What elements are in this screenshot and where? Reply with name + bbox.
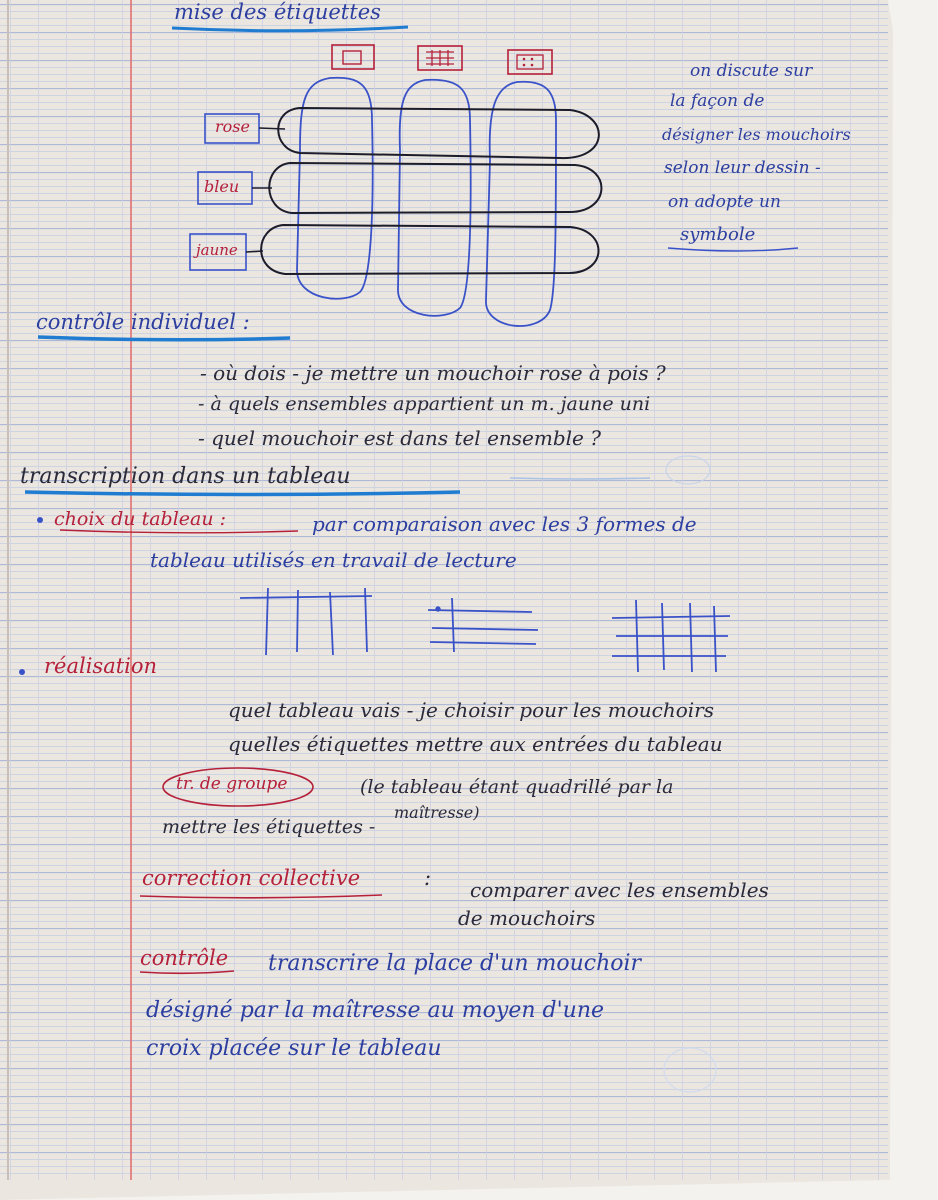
groupe-label: tr. de groupe xyxy=(176,774,288,794)
mettre-line: mettre les étiquettes - xyxy=(162,816,376,838)
question-1: - où dois - je mettre un mouchoir rose à pois ? xyxy=(200,361,666,385)
margin-note-line-1: on discute sur xyxy=(690,61,813,81)
realisation-label: réalisation xyxy=(44,654,158,678)
transcription-heading: transcription dans un tableau xyxy=(20,464,351,489)
label-jaune: jaune xyxy=(196,241,238,259)
correction-label: correction collective xyxy=(142,866,361,890)
margin-note-line-3: désigner les mouchoirs xyxy=(662,125,851,144)
controle-text-3: croix placée sur le tableau xyxy=(146,1036,442,1061)
margin-note-line-6: symbole xyxy=(680,224,756,245)
choix-text-2: tableau utilisés en travail de lecture xyxy=(150,548,517,572)
page-title: mise des étiquettes xyxy=(174,0,381,24)
correction-text-1: comparer avec les ensembles xyxy=(470,878,769,902)
margin-note-line-4: selon leur dessin - xyxy=(664,158,821,178)
margin-note-line-5: on adopte un xyxy=(668,192,781,212)
choix-label: choix du tableau : xyxy=(54,508,227,530)
groupe-note-1: (le tableau étant quadrillé par la xyxy=(360,776,674,798)
choix-text-1: par comparaison avec les 3 formes de xyxy=(312,512,697,536)
controle-label: contrôle xyxy=(140,946,229,970)
controle-individuel-heading: contrôle individuel : xyxy=(36,310,250,334)
margin-note-line-2: la façon de xyxy=(670,91,765,111)
correction-colon: : xyxy=(424,866,432,890)
realisation-line-1: quel tableau vais - je choisir pour les mouchoirs xyxy=(228,698,715,722)
label-rose: rose xyxy=(215,117,250,136)
label-bleu: bleu xyxy=(204,177,240,196)
controle-text-1: transcrire la place d'un mouchoir xyxy=(268,951,642,976)
bullet-choix xyxy=(37,517,43,523)
groupe-note-2: maîtresse) xyxy=(394,803,480,822)
correction-text-2: de mouchoirs xyxy=(458,906,596,930)
bullet-realisation xyxy=(19,669,25,675)
realisation-line-2: quelles étiquettes mettre aux entrées du tableau xyxy=(228,732,723,756)
controle-text-2: désigné par la maîtresse au moyen d'une xyxy=(146,998,605,1023)
question-3: - quel mouchoir est dans tel ensemble ? xyxy=(198,426,601,450)
question-2: - à quels ensembles appartient un m. jaune uni xyxy=(198,393,651,415)
